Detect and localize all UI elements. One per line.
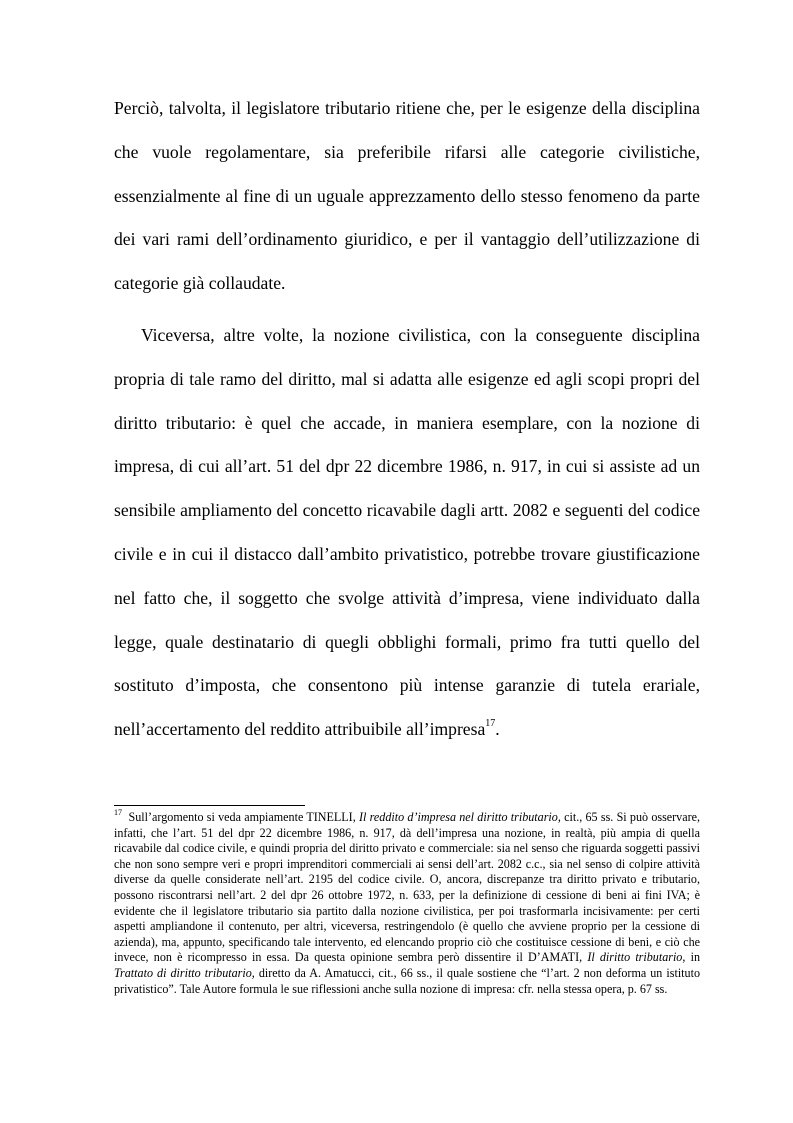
footnote-part-4: diretto da A. Amatucci, cit., 66 ss., il quale sostiene che “l’art. 2 non deforma un istituto privatistico”. Tale Autore formula le sue riflessioni anche sulla nozione di impresa: cfr. nella stessa opera, p. 67 ss. — [114, 965, 700, 996]
footnote-separator — [114, 805, 305, 806]
footnote-title-1: Il reddito d’impresa nel diritto tributario, — [359, 810, 561, 824]
main-text — [114, 87, 700, 760]
footnote-number: 17 — [114, 807, 122, 817]
footnote-reference[interactable]: 17 — [485, 718, 496, 730]
footnote-title-3: Trattato di diritto tributario, — [114, 965, 255, 980]
footnote-text — [114, 807, 701, 997]
paragraph-2-text: Viceversa, altre volte, la nozione civilistica, con la conseguente disciplina propria di tale ramo del diritto, mal si adatta alle esigenze ed agli scopi propri del diritto tributario: è quel che accade, in maniera esemplare, con la nozione di impresa, di cui all’art. 51 del dpr 22 dicembre 1986, n. 917, in cui si assiste ad un sensibile ampliamento del concetto ricavabile dagli artt. 2082 e seguenti del codice civile e in cui il distacco dall’ambito privatistico, potrebbe trovare giustificazione nel fatto che, il soggetto che svolge attività d’impresa, viene individuato dalla legge, quale destinatario di quegli obblighi formali, primo fra tutti quello del sostituto d’imposta, che consentono più intense garanzie di tutela erariale, nell’accertamento del reddito attribuibile all’impresa — [114, 324, 700, 740]
footnote-17 — [114, 807, 701, 997]
paragraph-2 — [114, 314, 700, 752]
footnote-part-1: Sull’argomento si veda ampiamente TINELLI, — [128, 810, 359, 824]
paragraph-1: Perciò, talvolta, il legislatore tributario ritiene che, per le esigenze della disciplina che vuole regolamentare, sia preferibile rifarsi alle categorie civilistiche, essenzialmente al fine di un uguale apprezzamento dello stesso fenomeno da parte dei vari rami dell’ordinamento giuridico, e per il vantaggio dell’utilizzazione di categorie già collaudate. — [114, 98, 700, 294]
footnote-part-3: in — [685, 950, 700, 965]
paragraph-2-end: . — [495, 719, 500, 740]
footnote-part-2: cit., 65 ss. Si può osservare, infatti, che l’art. 51 del dpr 22 dicembre 1986, n. 917, dà dell’impresa una nozione, in realtà, più ampia di quella ricavabile dal codice civile, e quindi propria del diritto privato e commerciale: sia nel senso che riguarda soggetti passivi che non sono sempre veri e propri imprenditori commerciali ai sensi dell’art. 2082 c.c., sia nel senso di colpire attività diverse da quelle considerate nell’art. 2195 del codice civile. O, ancora, discrepanze tra diritto privato e tributario, possono riscontrarsi nell’art. 2 del dpr 26 ottobre 1972, n. 633, per la definizione di cessione di beni ai fini IVA; è evidente che il legislatore tributario sia partito dalla nozione civilistica, per poi trasformarla incisivamente: per certi aspetti ampliandone il contenuto, per altri, viceversa, restringendolo (è quello che avviene proprio per la cessione di azienda), ma, appunto, specificando tale intervento, ed elencando proprio ciò che costituisce cessione di beni, e ciò che invece, non è ricompresso in essa. Da questa opinione sembra però dissentire il D’AMATI, — [114, 810, 701, 965]
footnote-title-2: Il diritto tributario, — [587, 950, 686, 965]
